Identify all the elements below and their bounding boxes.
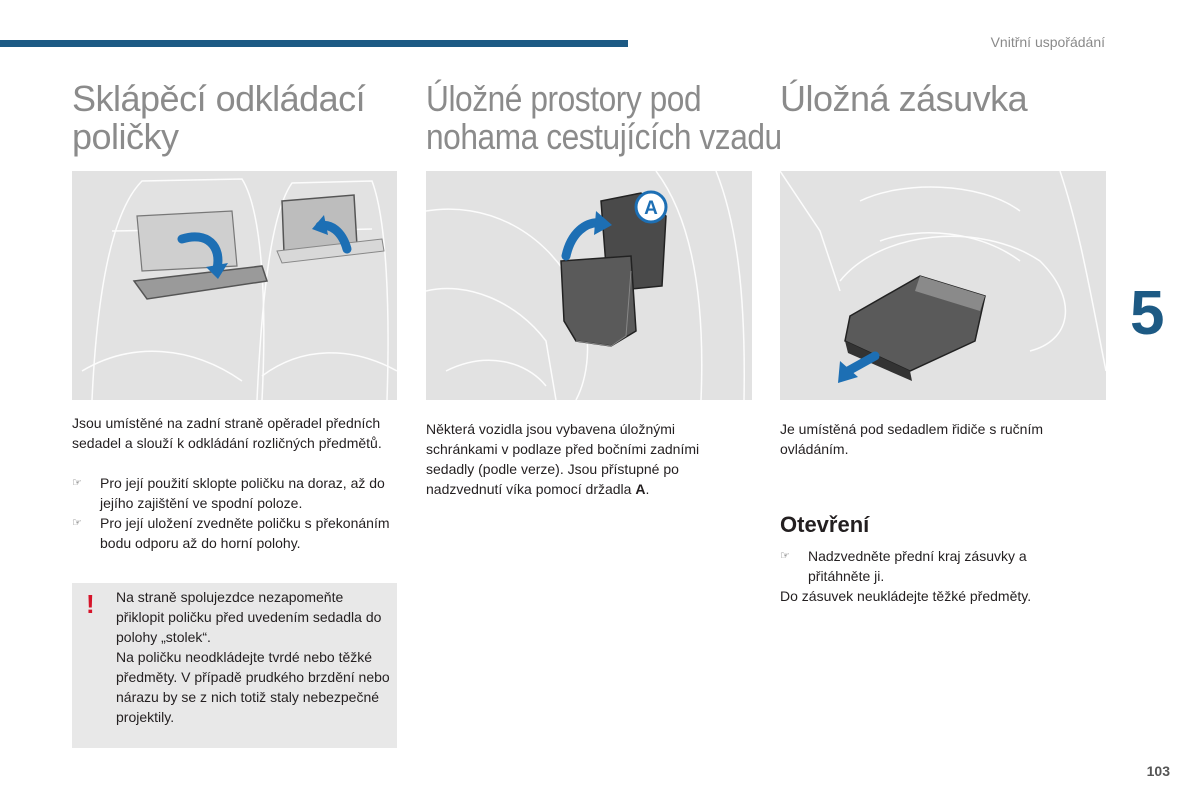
warning-box bbox=[72, 583, 397, 748]
column-3-intro: Je umístěná pod sedadlem řidiče s ručním ovládáním. bbox=[780, 421, 1044, 457]
column-3-bullet-1 bbox=[780, 546, 1060, 586]
warning-text-line1: Na straně spolujezdce nezapomeňte přiklopit poličku před uvedením sedadla do polohy „stolek“. bbox=[116, 589, 382, 645]
column-3-bullet-1-text: Nadzvedněte přední kraj zásuvky a přitáhněte ji. bbox=[808, 548, 1027, 584]
column-3-title bbox=[780, 80, 1027, 118]
underfloor-storage-illustration bbox=[426, 171, 752, 400]
chapter-number: 5 bbox=[1130, 279, 1165, 348]
column-1-bullet-1 bbox=[72, 473, 397, 513]
column-1-intro: Jsou umístěné na zadní straně opěradel předních sedadel a slouží k odkládání rozličných předmětů. bbox=[72, 415, 382, 451]
warning-icon: ! bbox=[86, 589, 95, 619]
warning-text-line2: Na poličku neodkládejte tvrdé nebo těžké předměty. V případě prudkého brzdění nebo nárazu by se z nich totiž staly nebezpečné projektily. bbox=[116, 649, 390, 725]
callout-a-label: A bbox=[644, 198, 658, 219]
warning-text bbox=[116, 587, 391, 727]
column-2-title-line1: Úložné prostory pod bbox=[426, 78, 702, 119]
under-seat-drawer-illustration bbox=[780, 171, 1106, 400]
column-2-body-text: Některá vozidla jsou vybavena úložnými schránkami v podlaze před bočními zadními sedadly (podle verze). Jsou přístupné po nadzvednutí víka pomocí držadla bbox=[426, 421, 700, 497]
column-1-title-line1: Sklápěcí odkládací bbox=[72, 78, 366, 119]
handle-reference-bold: A bbox=[635, 481, 646, 497]
pointing-hand-icon: ☞ bbox=[72, 517, 82, 529]
column-2-title-line2: nohama cestujících vzadu bbox=[426, 116, 782, 157]
pointing-hand-icon: ☞ bbox=[780, 550, 790, 562]
folding-tray-illustration bbox=[72, 171, 397, 400]
column-2-body bbox=[426, 419, 736, 499]
column-1-bullet-1-text: Pro její použití sklopte poličku na doraz, až do jejího zajištění ve spodní poloze. bbox=[100, 475, 385, 511]
column-1-bullet-2-text: Pro její uložení zvedněte poličku s překonáním bodu odporu až do horní polohy. bbox=[100, 515, 390, 551]
header-accent-bar bbox=[0, 40, 628, 47]
opening-subheading: Otevření bbox=[780, 512, 870, 537]
page-number: 103 bbox=[1146, 763, 1170, 779]
column-1-title bbox=[72, 80, 365, 156]
column-2-body-end: . bbox=[645, 481, 650, 497]
column-2-title bbox=[426, 80, 782, 156]
column-3-note: Do zásuvek neukládejte těžké předměty. bbox=[780, 588, 1032, 604]
pointing-hand-icon: ☞ bbox=[72, 477, 82, 489]
column-1-bullet-2 bbox=[72, 513, 400, 553]
column-3-title-line1: Úložná zásuvka bbox=[780, 78, 1028, 119]
section-title: Vnitřní uspořádání bbox=[990, 34, 1105, 50]
column-1-title-line2: poličky bbox=[72, 116, 179, 157]
